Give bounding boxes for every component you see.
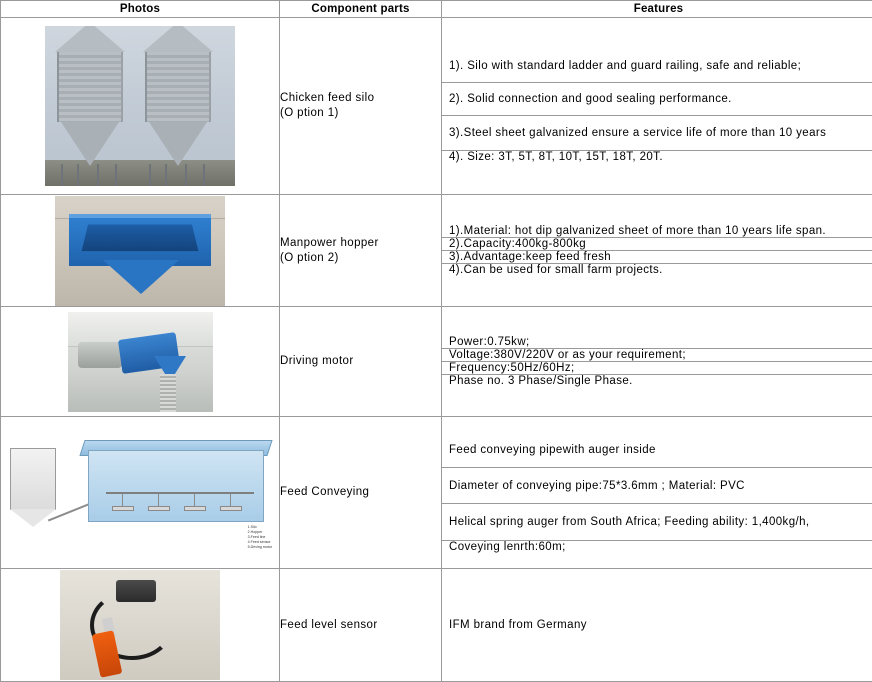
diagram-shed-body — [88, 450, 264, 522]
chicken-feed-silo-photo — [45, 26, 235, 186]
diagram-legend-line: 2.Hopper — [248, 530, 272, 535]
diagram-drop-tube — [158, 494, 159, 506]
diagram-drop-tube — [194, 494, 195, 506]
column-header-features: Features — [442, 1, 872, 18]
feature-list — [442, 432, 872, 553]
motor-flexible-tube — [160, 374, 176, 412]
feature-item: Frequency:50Hz/60Hz; — [442, 362, 872, 375]
features-cell-sensor — [442, 569, 872, 682]
component-part-conveying — [280, 417, 442, 569]
feature-item: Diameter of conveying pipe:75*3.6mm ; Material: PVC — [442, 468, 872, 504]
feed-conveying-diagram — [2, 434, 278, 552]
table-header — [1, 1, 872, 18]
feature-item: 4). Size: 3T, 5T, 8T, 10T, 15T, 18T, 20T. — [442, 151, 872, 163]
driving-motor-photo — [68, 312, 213, 412]
silo-roof-icon — [55, 26, 125, 52]
feature-item: Phase no. 3 Phase/Single Phase. — [442, 375, 872, 387]
feature-item: 2).Capacity:400kg-800kg — [442, 238, 872, 251]
photo-cell-motor — [1, 307, 280, 417]
hopper-inner-surface — [82, 224, 199, 251]
features-cell-hopper — [442, 195, 872, 307]
component-part-sensor — [280, 569, 442, 682]
diagram-legend-line: 3.Feed line — [248, 535, 272, 540]
diagram-legend-line: 4.Feed sensor — [248, 540, 272, 545]
silo-legs — [145, 164, 211, 186]
feature-item: 1).Material: hot dip galvanized sheet of more than 10 years life span. — [442, 225, 872, 238]
feature-item: Coveying lenrth:60m; — [442, 541, 872, 553]
feature-item: 2). Solid connection and good sealing performance. — [442, 83, 872, 116]
diagram-feed-pan — [148, 506, 170, 511]
features-cell-conveying — [442, 417, 872, 569]
column-header-component-parts: Component parts — [280, 1, 442, 18]
feature-list — [442, 50, 872, 163]
component-part-option: (O ption 2) — [280, 251, 441, 266]
feature-item: Helical spring auger from South Africa; Feeding ability: 1,400kg/h, — [442, 504, 872, 541]
diagram-drop-tube — [230, 494, 231, 506]
component-part-name: Chicken feed silo — [280, 92, 374, 104]
photo-cell-sensor — [1, 569, 280, 682]
component-part-hopper — [280, 195, 442, 307]
features-cell-motor — [442, 307, 872, 417]
photo-cell-silo — [1, 18, 280, 195]
feature-item: 4).Can be used for small farm projects. — [442, 264, 872, 276]
silo-body — [145, 52, 211, 122]
feature-list — [442, 336, 872, 387]
component-part-option: (O ption 1) — [280, 106, 441, 121]
component-part-motor — [280, 307, 442, 417]
component-part-name: Driving motor — [280, 355, 354, 367]
feature-item: Voltage:380V/220V or as your requirement; — [442, 349, 872, 362]
photo-cell-hopper — [1, 195, 280, 307]
diagram-legend — [248, 525, 272, 550]
diagram-legend-line: 5.Driving motor — [248, 545, 272, 550]
diagram-feed-pan — [184, 506, 206, 511]
table-row — [1, 417, 872, 569]
table-body — [1, 18, 872, 682]
hopper-funnel — [103, 260, 179, 294]
component-part-name: Manpower hopper — [280, 237, 379, 249]
table-row — [1, 18, 872, 195]
silo-roof-icon — [143, 26, 213, 52]
feed-level-sensor-photo — [60, 570, 220, 680]
silo-unit-left — [57, 26, 125, 166]
photo-cell-conveying — [1, 417, 280, 569]
table-row — [1, 569, 872, 682]
component-part-silo — [280, 18, 442, 195]
table-header-row — [1, 1, 872, 18]
component-part-name: Feed level sensor — [280, 619, 378, 631]
feature-item: 3).Advantage:keep feed fresh — [442, 251, 872, 264]
motor-drum — [78, 342, 122, 368]
feature-item: IFM brand from Germany — [442, 619, 872, 631]
feature-item: Feed conveying pipewith auger inside — [442, 432, 872, 468]
silo-body — [57, 52, 123, 122]
feature-item: 3).Steel sheet galvanized ensure a service life of more than 10 years — [442, 116, 872, 151]
silo-cone — [149, 122, 207, 166]
feature-item: Power:0.75kw; — [442, 336, 872, 349]
diagram-feed-line — [106, 492, 254, 494]
table-row — [1, 307, 872, 417]
feature-list — [442, 225, 872, 276]
diagram-legend-line: 1.Silo — [248, 525, 272, 530]
diagram-feed-pan — [220, 506, 242, 511]
diagram-feed-pan — [112, 506, 134, 511]
component-part-name: Feed Conveying — [280, 486, 369, 498]
silo-legs — [57, 164, 123, 186]
features-cell-silo — [442, 18, 872, 195]
diagram-silo-icon — [10, 448, 56, 510]
manpower-hopper-photo — [55, 196, 225, 306]
silo-cone — [61, 122, 119, 166]
diagram-drop-tube — [122, 494, 123, 506]
column-header-photos: Photos — [1, 1, 280, 18]
feature-item: 1). Silo with standard ladder and guard railing, safe and reliable; — [442, 50, 872, 83]
feature-list — [442, 619, 872, 631]
silo-unit-right — [145, 26, 213, 166]
table-row — [1, 195, 872, 307]
